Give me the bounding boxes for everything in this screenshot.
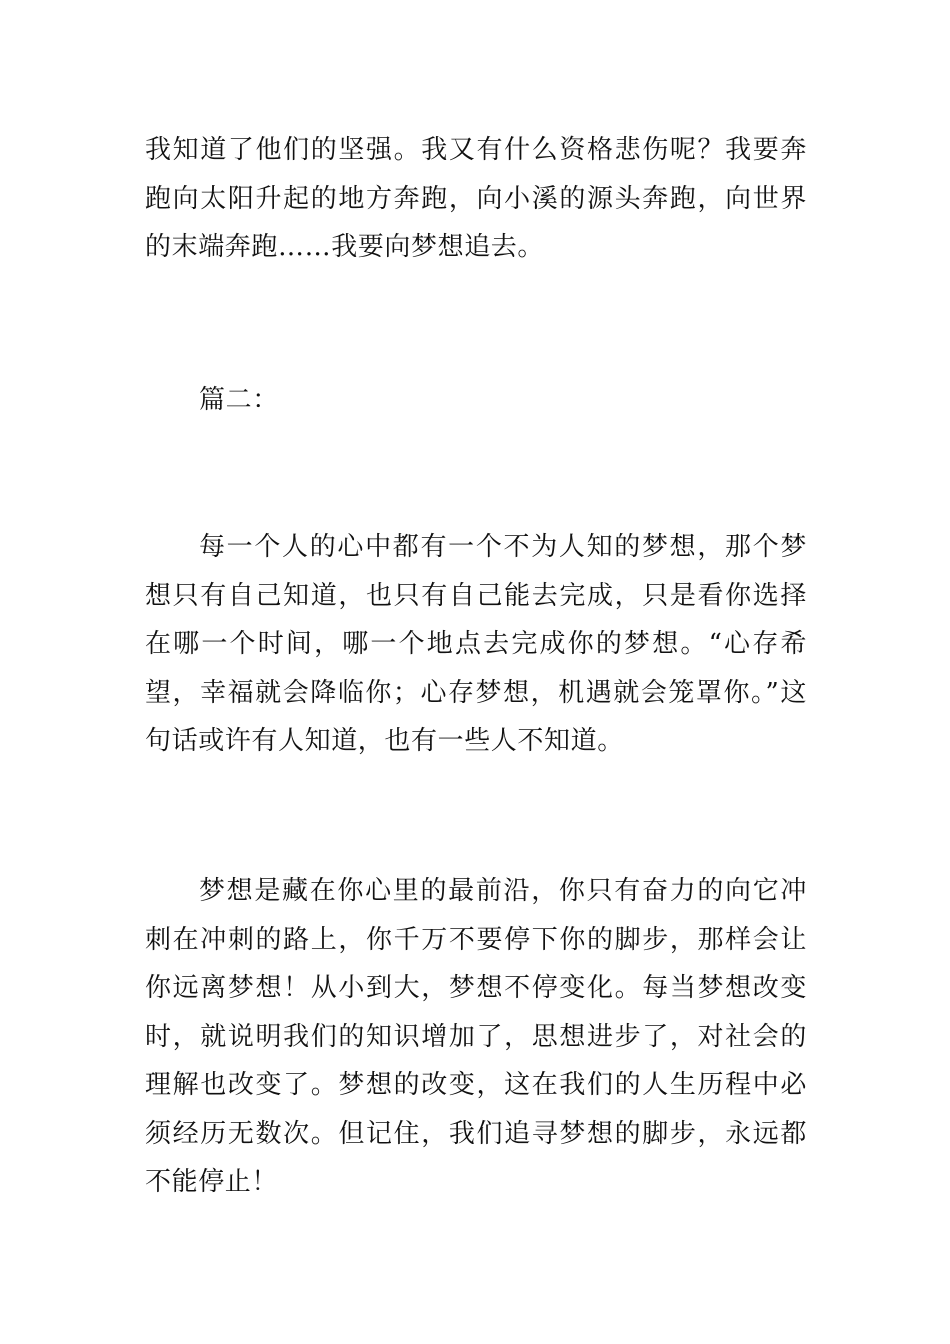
paragraph: 每一个人的心中都有一个不为人知的梦想，那个梦想只有自己知道，也只有自己能去完成，只是看你选择在哪一个时间，哪一个地点去完成你的梦想。“心存希望，幸福就会降临你；心存梦想，机遇就会笼罩你。”这句话或许有人知道，也有一些人不知道。	[145, 532, 807, 756]
paragraph-continuation: 我知道了他们的坚强。我又有什么资格悲伤呢？我要奔跑向太阳升起的地方奔跑，向小溪的源头奔跑，向世界的末端奔跑……我要向梦想追去。	[145, 135, 807, 262]
section-heading: 篇二：	[199, 385, 279, 415]
paragraph: 梦想是藏在你心里的最前沿，你只有奋力的向它冲刺在冲刺的路上，你千万不要停下你的脚步，那样会让你远离梦想！从小到大，梦想不停变化。每当梦想改变时，就说明我们的知识增加了，思想进步了，对社会的理解也改变了。梦想的改变，这在我们的人生历程中必须经历无数次。但记住，我们追寻梦想的脚步，永远都不能停止！	[145, 876, 807, 1197]
